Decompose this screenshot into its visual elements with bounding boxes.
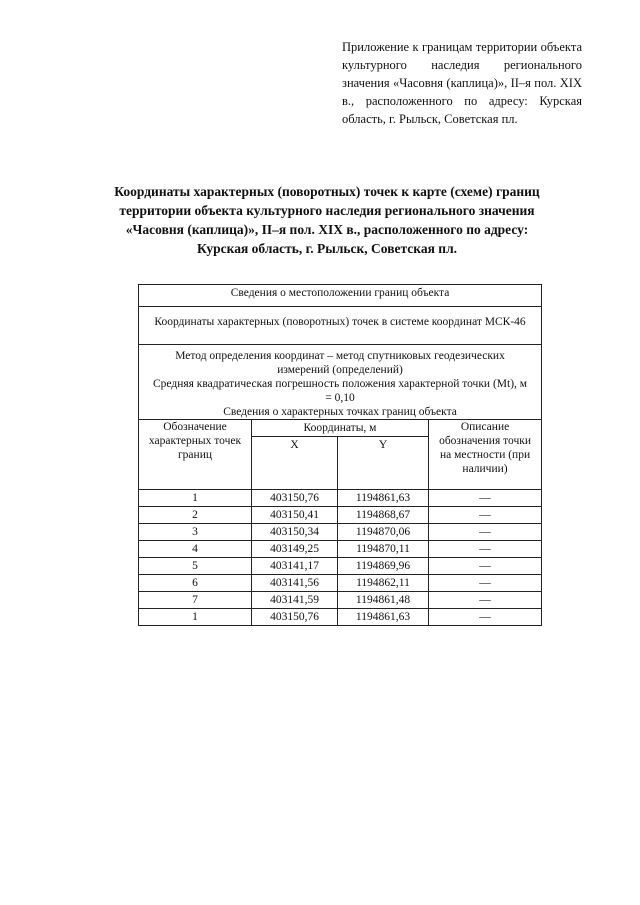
- description-cell: —: [429, 609, 542, 626]
- title-line-2: территории объекта культурного наследия регионального значения: [119, 203, 535, 218]
- point-cell: 1: [139, 609, 252, 626]
- method-row: [139, 345, 542, 420]
- y-cell: 1194861,63: [338, 609, 429, 626]
- point-cell: 6: [139, 575, 252, 592]
- point-cell: 7: [139, 592, 252, 609]
- col-coords-header: Координаты, м: [252, 420, 429, 437]
- point-cell: 2: [139, 507, 252, 524]
- section-header-row: [139, 285, 542, 307]
- coord-system-text: Координаты характерных (поворотных) точек в системе координат МСК-46: [154, 316, 526, 328]
- x-cell: 403149,25: [252, 541, 338, 558]
- x-cell: 403141,56: [252, 575, 338, 592]
- y-cell: 1194870,11: [338, 541, 429, 558]
- method-cell: [139, 345, 542, 420]
- description-cell: —: [429, 575, 542, 592]
- title-line-3: «Часовня (каплица)», II–я пол. XIX в., расположенного по адресу:: [125, 222, 529, 237]
- method-text: Метод определения координат – метод спутниковых геодезических измерений (определений): [175, 350, 505, 376]
- table-row: [139, 592, 542, 609]
- y-cell: 1194861,48: [338, 592, 429, 609]
- title-line-1: Координаты характерных (поворотных) точек к карте (схеме) границ: [114, 184, 540, 199]
- description-cell: —: [429, 524, 542, 541]
- table-row: [139, 609, 542, 626]
- accuracy-text: Средняя квадратическая погрешность положения характерной точки (Mt), м = 0,10: [152, 378, 528, 404]
- y-cell: 1194868,67: [338, 507, 429, 524]
- description-cell: —: [429, 541, 542, 558]
- table-row: [139, 541, 542, 558]
- point-cell: 5: [139, 558, 252, 575]
- col-designation-header: Обозначение характерных точек границ: [139, 420, 252, 490]
- table-row: [139, 558, 542, 575]
- title-line-4: Курская область, г. Рыльск, Советская пл.: [196, 241, 458, 256]
- x-cell: 403150,41: [252, 507, 338, 524]
- y-cell: 1194861,63: [338, 490, 429, 507]
- section-header-cell: Сведения о местоположении границ объекта: [139, 285, 542, 307]
- table-row: [139, 575, 542, 592]
- y-cell: 1194869,96: [338, 558, 429, 575]
- x-cell: 403141,17: [252, 558, 338, 575]
- document-title: [90, 182, 564, 258]
- x-cell: 403150,76: [252, 490, 338, 507]
- x-cell: 403150,34: [252, 524, 338, 541]
- coord-system-cell: [139, 307, 542, 345]
- description-cell: —: [429, 592, 542, 609]
- description-cell: —: [429, 558, 542, 575]
- coordinates-table: [138, 284, 542, 626]
- y-cell: 1194862,11: [338, 575, 429, 592]
- col-description-header: Описание обозначения точки на местности (при наличии): [429, 420, 542, 490]
- appendix-text: Приложение к границам территории объекта культурного наследия регионального значения «Часовня (каплица)», II–я пол. XIX в., расположенного по адресу: Курская область, г. Рыльск, Советская пл.: [342, 40, 582, 126]
- appendix-note: [342, 38, 582, 128]
- points-header-text: Сведения о характерных точках границ объекта: [223, 406, 457, 418]
- description-cell: —: [429, 507, 542, 524]
- table-row: [139, 524, 542, 541]
- point-cell: 1: [139, 490, 252, 507]
- table-row: [139, 507, 542, 524]
- col-y-header: Y: [338, 437, 429, 490]
- x-cell: 403141,59: [252, 592, 338, 609]
- column-header-row: [139, 420, 542, 437]
- table-row: [139, 490, 542, 507]
- coord-system-row: [139, 307, 542, 345]
- point-cell: 4: [139, 541, 252, 558]
- description-cell: —: [429, 490, 542, 507]
- x-cell: 403150,76: [252, 609, 338, 626]
- col-x-header: X: [252, 437, 338, 490]
- point-cell: 3: [139, 524, 252, 541]
- y-cell: 1194870,06: [338, 524, 429, 541]
